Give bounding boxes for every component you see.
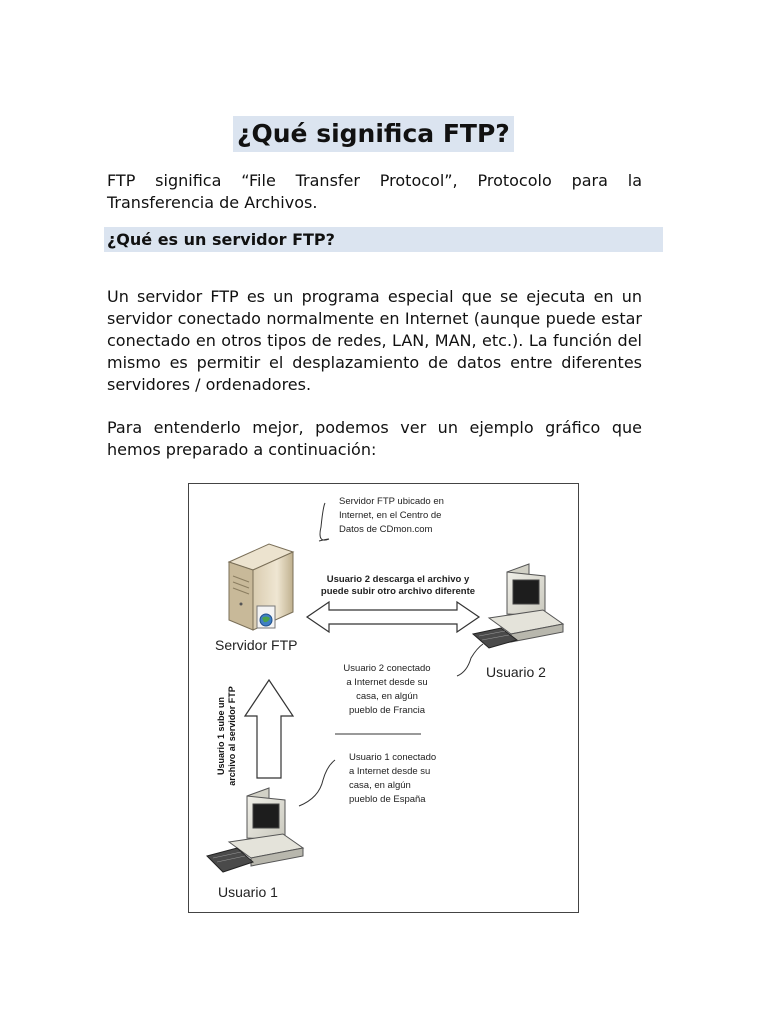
ftp-diagram	[188, 483, 579, 913]
server-note: Servidor FTP ubicado en Internet, en el Centro de Datos de CDmon.com	[339, 496, 444, 535]
body-paragraph-1: Un servidor FTP es un programa especial que se ejecuta en un servidor conectado normalmente en Internet (aunque puede estar conectado en otros tipos de redes, LAN, MAN, etc.). La función del mismo es permitir el desplazamiento de datos entre diferentes servidores / ordenadores.	[107, 287, 642, 394]
user1-note: Usuario 1 conectado a Internet desde su casa, en algún pueblo de España	[349, 752, 437, 805]
upload-note: Usuario 1 sube un archivo al servidor FTP	[216, 686, 237, 786]
section-heading: ¿Qué es un servidor FTP?	[104, 227, 663, 252]
user2-label: Usuario 2	[486, 664, 546, 680]
body-paragraph-2: Para entenderlo mejor, podemos ver un ejemplo gráfico que hemos preparado a continuación:	[107, 418, 642, 459]
up-arrow-icon	[245, 680, 293, 778]
double-arrow-icon	[307, 602, 479, 632]
intro-paragraph: FTP significa “File Transfer Protocol”, Protocolo para la Transferencia de Archivos.	[107, 171, 642, 212]
user2-computer-icon	[473, 564, 563, 648]
user2-note: Usuario 2 conectado a Internet desde su casa, en algún pueblo de Francia	[343, 663, 431, 716]
server-icon	[229, 544, 293, 630]
user1-computer-icon	[207, 788, 303, 872]
user1-label: Usuario 1	[218, 884, 278, 900]
server-label: Servidor FTP	[215, 637, 298, 653]
page-title: ¿Qué significa FTP?	[233, 116, 514, 152]
download-note: Usuario 2 descarga el archivo y puede subir otro archivo diferente	[320, 574, 476, 597]
